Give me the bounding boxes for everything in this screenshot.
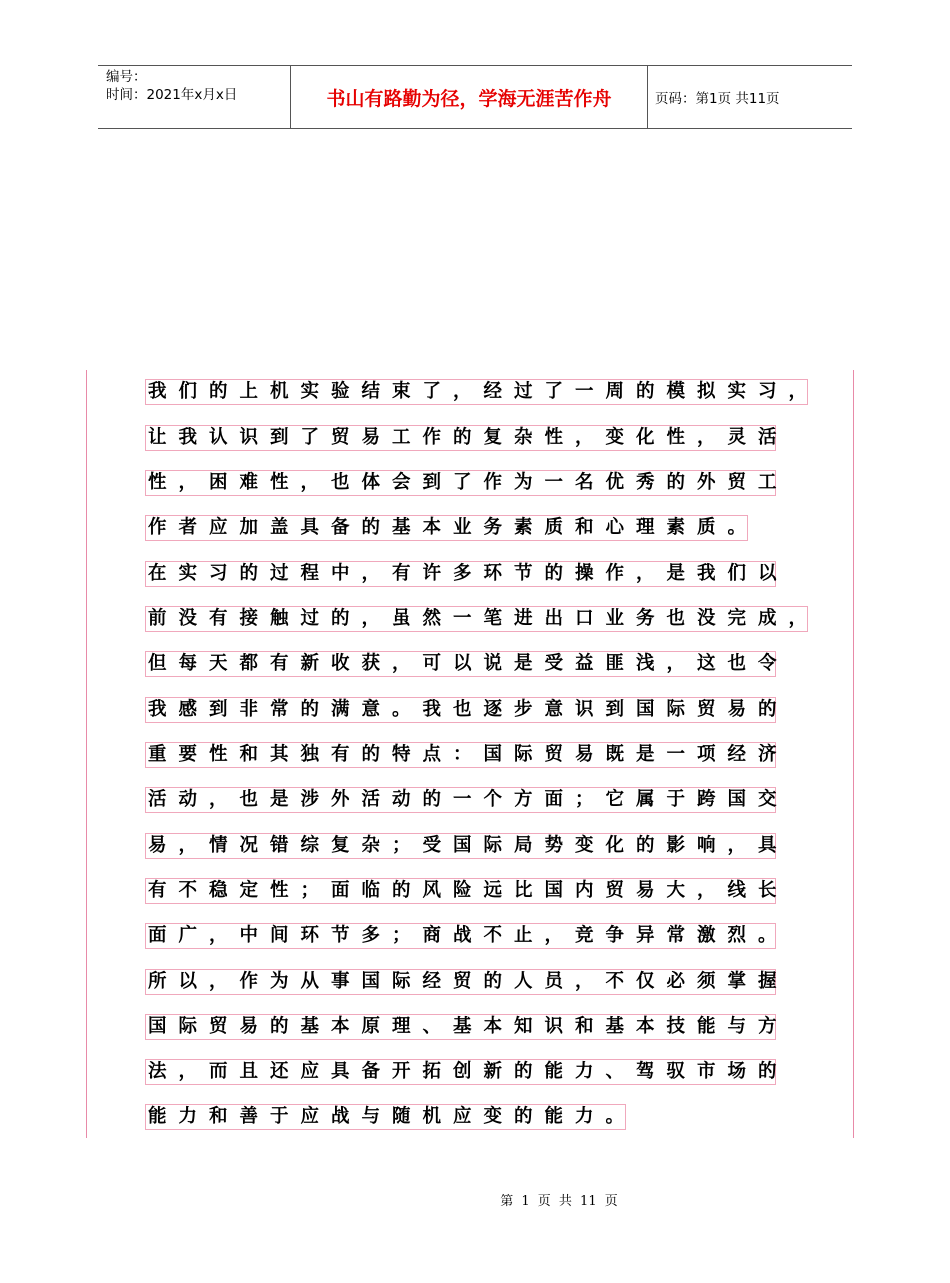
header-divider — [647, 66, 648, 128]
body-text-line: 国际贸易的基本原理、基本知识和基本技能与方 — [145, 1014, 776, 1040]
header-slogan: 书山有路勤为径，学海无涯苦作舟 — [326, 87, 612, 110]
body-text-line: 所以，作为从事国际经贸的人员，不仅必须掌握 — [145, 969, 776, 995]
body-text-line: 让我认识到了贸易工作的复杂性，变化性，灵活 — [145, 425, 776, 451]
body-text-line: 面广，中间环节多；商战不止，竞争异常激烈。 — [145, 923, 776, 949]
header-page-info: 页码：第1页 共11页 — [655, 91, 780, 107]
body-text-line: 在实习的过程中，有许多环节的操作，是我们以 — [145, 561, 776, 587]
body-text-line: 但每天都有新收获，可以说是受益匪浅，这也令 — [145, 651, 776, 677]
body-text-line: 前没有接触过的，虽然一笔进出口业务也没完成， — [145, 606, 808, 632]
body-text-line: 能力和善于应战与随机应变的能力。 — [145, 1104, 626, 1130]
right-margin-mark — [853, 370, 854, 1138]
page-footer: 第 1 页 共 11 页 — [500, 1194, 618, 1209]
body-text-line: 我们的上机实验结束了，经过了一周的模拟实习， — [145, 379, 808, 405]
number-label: 编号： — [106, 69, 147, 85]
body-text-line: 作者应加盖具备的基本业务素质和心理素质。 — [145, 515, 748, 541]
body-text-line: 活动，也是涉外活动的一个方面；它属于跨国交 — [145, 787, 776, 813]
document-header — [98, 65, 852, 129]
body-text-line: 重要性和其独有的特点：国际贸易既是一项经济 — [145, 742, 776, 768]
body-text-line: 我感到非常的满意。我也逐步意识到国际贸易的 — [145, 697, 776, 723]
body-text-line: 性，困难性，也体会到了作为一名优秀的外贸工 — [145, 470, 776, 496]
time-label: 时间：2021年x月x日 — [106, 87, 238, 103]
body-text-line: 易，情况错综复杂；受国际局势变化的影响，具 — [145, 833, 776, 859]
body-text-line: 法，而且还应具备开拓创新的能力、驾驭市场的 — [145, 1059, 776, 1085]
body-text-line: 有不稳定性；面临的风险远比国内贸易大，线长 — [145, 878, 776, 904]
header-meta — [106, 68, 237, 104]
left-margin-mark — [86, 370, 87, 1138]
